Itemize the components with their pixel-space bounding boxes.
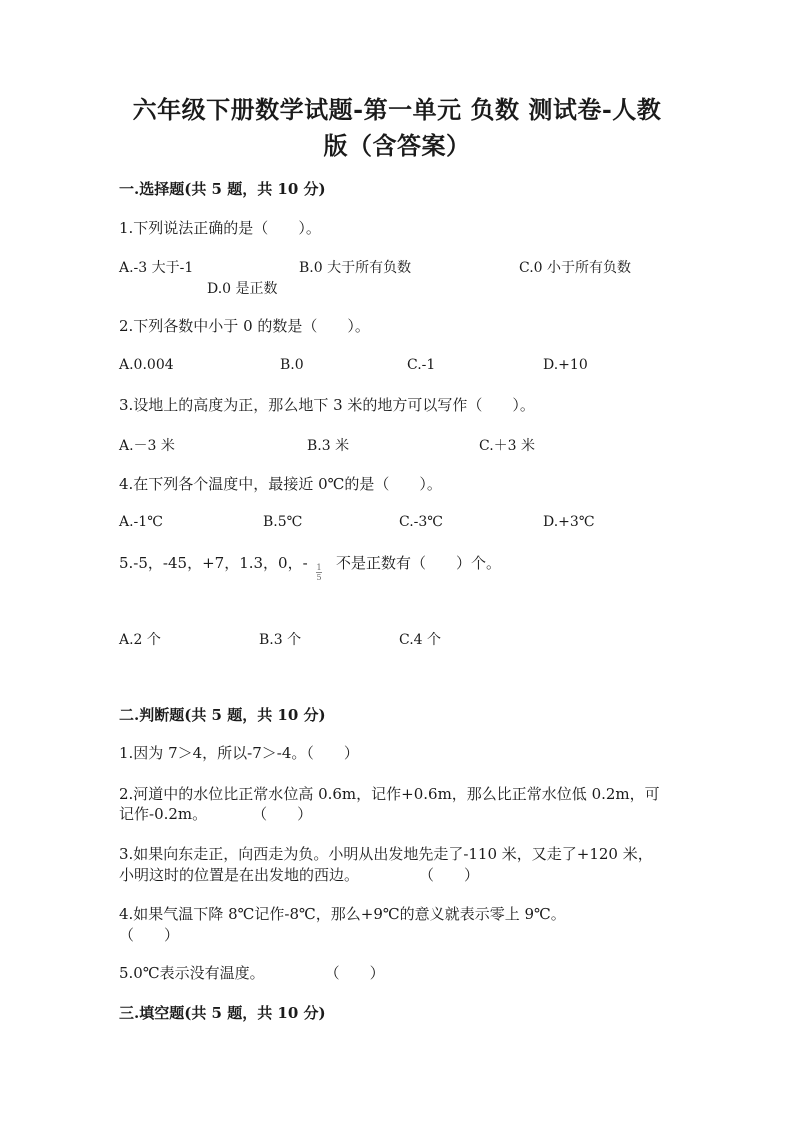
question-2-4-line-2: （ ） bbox=[119, 926, 180, 944]
option-1-2-c: C.-1 bbox=[407, 357, 436, 373]
question-2-5: 5.0℃表示没有温度。 （ ） bbox=[119, 964, 385, 982]
exam-title bbox=[100, 92, 694, 164]
option-1-2-d: D.+10 bbox=[543, 357, 588, 373]
option-1-2-a: A.0.004 bbox=[119, 357, 174, 373]
option-1-5-b: B.3 个 bbox=[259, 632, 302, 648]
question-1-1: 1.下列说法正确的是（ ）。 bbox=[119, 219, 321, 237]
question-2-4-line-1: 4.如果气温下降 8℃记作-8℃，那么+9℃的意义就表示零上 9℃。 bbox=[119, 905, 566, 923]
question-2-1: 1.因为 7＞4，所以-7＞-4。（ ） bbox=[119, 744, 359, 762]
question-1-5-part-1: 5.-5，-45，+7，1.3，0，- bbox=[119, 554, 308, 572]
section-1-heading: 一.选择题(共 5 题，共 10 分) bbox=[119, 180, 326, 198]
question-1-3: 3.设地上的高度为正，那么地下 3 米的地方可以写作（ ）。 bbox=[119, 396, 535, 414]
title-line-1: 六年级下册数学试题-第一单元 负数 测试卷-人教 bbox=[132, 95, 662, 124]
fraction-denominator: 5 bbox=[316, 573, 322, 582]
option-1-1-d: D.0 是正数 bbox=[207, 281, 278, 297]
question-1-2: 2.下列各数中小于 0 的数是（ ）。 bbox=[119, 317, 370, 335]
option-1-4-c: C.-3℃ bbox=[399, 514, 443, 530]
option-1-4-a: A.-1℃ bbox=[119, 514, 163, 530]
option-1-1-b: B.0 大于所有负数 bbox=[299, 260, 412, 276]
option-1-1-a: A.-3 大于-1 bbox=[119, 260, 194, 276]
option-1-3-b: B.3 米 bbox=[307, 438, 350, 454]
option-1-2-b: B.0 bbox=[280, 357, 304, 373]
fraction-one-fifth bbox=[315, 563, 323, 582]
fraction-numerator: 1 bbox=[316, 563, 322, 572]
title-line-2: 版（含答案） bbox=[323, 131, 471, 160]
question-2-3-line-2: 小明这时的位置是在出发地的西边。 （ ） bbox=[119, 866, 480, 884]
section-2-heading: 二.判断题(共 5 题，共 10 分) bbox=[119, 706, 326, 724]
option-1-1-c: C.0 小于所有负数 bbox=[519, 260, 632, 276]
option-1-3-a: A.－3 米 bbox=[119, 438, 175, 454]
option-1-4-d: D.+3℃ bbox=[543, 514, 595, 530]
question-1-4: 4.在下列各个温度中，最接近 0℃的是（ ）。 bbox=[119, 475, 442, 493]
question-2-2-line-1: 2.河道中的水位比正常水位高 0.6m，记作+0.6m，那么比正常水位低 0.2m，可 bbox=[119, 785, 660, 803]
question-2-2-line-2: 记作-0.2m。 （ ） bbox=[119, 805, 313, 823]
section-3-heading: 三.填空题(共 5 题，共 10 分) bbox=[119, 1004, 326, 1022]
option-1-5-c: C.4 个 bbox=[399, 632, 442, 648]
option-1-3-c: C.＋3 米 bbox=[479, 438, 536, 454]
question-2-3-line-1: 3.如果向东走正，向西走为负。小明从出发地先走了-110 米，又走了+120 米， bbox=[119, 845, 653, 863]
option-1-5-a: A.2 个 bbox=[119, 632, 161, 648]
question-1-5-part-2: 不是正数有（ ）个。 bbox=[336, 554, 502, 572]
option-1-4-b: B.5℃ bbox=[263, 514, 303, 530]
